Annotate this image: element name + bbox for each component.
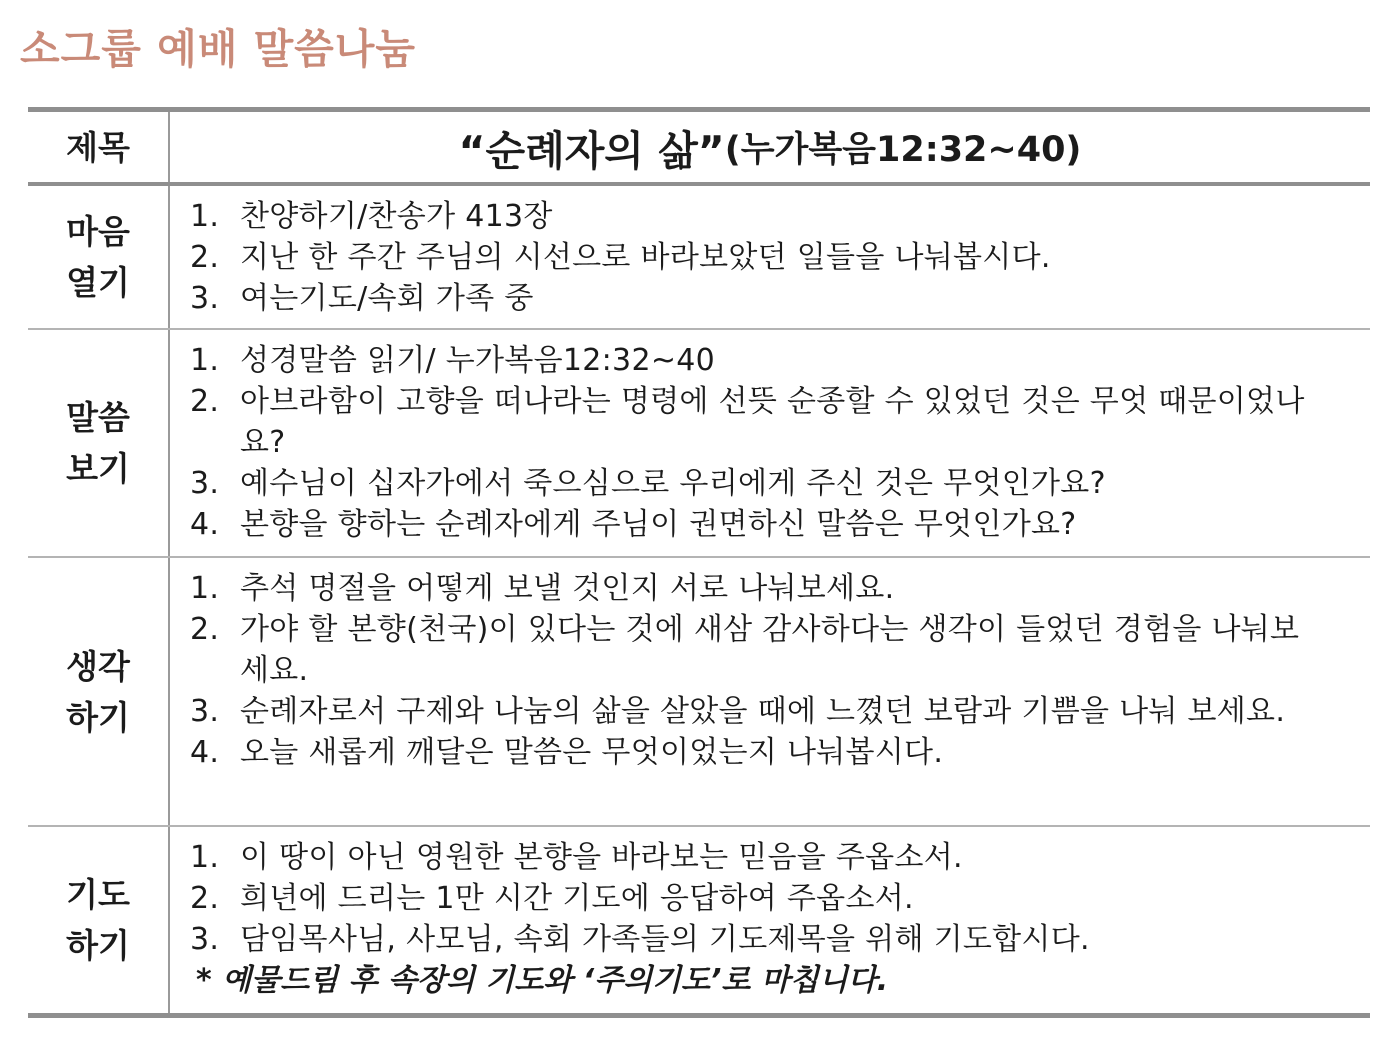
page-title: 소그룹 예배 말씀나눔 — [20, 25, 417, 73]
section-open-heart — [28, 186, 1370, 330]
section-items — [170, 330, 1370, 556]
item-number: 1. — [190, 571, 220, 606]
item-text: 여는기도/속회 가족 중 — [240, 281, 534, 316]
section-label: 기도 하기 — [28, 827, 170, 1013]
sermon-title-main: “순례자의 삶” — [458, 126, 725, 175]
item-text: 성경말씀 읽기/ 누가복음12:32~40 — [240, 343, 716, 378]
list-item — [190, 919, 1370, 960]
item-number: 3. — [190, 694, 220, 729]
item-text: 아브라함이 고향을 떠나라는 명령에 선뜻 순종할 수 있었던 것은 무엇 때문이었나요? — [240, 384, 1305, 460]
item-text: 오늘 새롭게 깨달은 말씀은 무엇이었는지 나눠봅시다. — [240, 735, 944, 770]
item-number: 2. — [190, 612, 220, 647]
item-number: 4. — [190, 735, 220, 770]
item-text: 추석 명절을 어떻게 보낼 것인지 서로 나눠보세요. — [240, 571, 895, 606]
section-label: 마음 열기 — [28, 186, 170, 328]
list-item — [190, 463, 1370, 504]
section-items — [170, 558, 1370, 825]
list-item — [190, 609, 1370, 691]
item-number: 1. — [190, 343, 220, 378]
list-item — [190, 837, 1370, 878]
list-item — [190, 504, 1370, 545]
item-number: 3. — [190, 466, 220, 501]
item-number: 3. — [190, 281, 220, 316]
list-item — [190, 381, 1370, 463]
item-number: 2. — [190, 240, 220, 275]
worship-table — [28, 107, 1370, 1018]
item-number: 1. — [190, 199, 220, 234]
header-label: 제목 — [28, 112, 170, 182]
section-label: 생각 하기 — [28, 558, 170, 825]
sermon-scripture-ref: (누가복음12:32~40) — [724, 130, 1082, 170]
list-item — [190, 196, 1370, 237]
list-item — [190, 878, 1370, 919]
section-items — [170, 827, 1370, 1013]
table-header-row — [28, 112, 1370, 186]
item-text: 예수님이 십자가에서 죽으심으로 우리에게 주신 것은 무엇인가요? — [240, 466, 1106, 501]
item-text: 이 땅이 아닌 영원한 본향을 바라보는 믿음을 주옵소서. — [240, 840, 963, 875]
list-item — [190, 568, 1370, 609]
item-text: 본향을 향하는 순례자에게 주님이 권면하신 말씀은 무엇인가요? — [240, 507, 1077, 542]
section-items — [170, 186, 1370, 328]
item-text: 희년에 드리는 1만 시간 기도에 응답하여 주옵소서. — [240, 881, 914, 916]
section-label: 말씀 보기 — [28, 330, 170, 556]
item-number: 2. — [190, 881, 220, 916]
sermon-title — [170, 112, 1370, 182]
list-item — [190, 732, 1370, 773]
item-text: 찬양하기/찬송가 413장 — [240, 199, 553, 234]
section-read-word — [28, 330, 1370, 558]
item-text: 가야 할 본향(천국)이 있다는 것에 새삼 감사하다는 생각이 들었던 경험을 나눠보세요. — [240, 612, 1300, 688]
item-number: 4. — [190, 507, 220, 542]
item-text: 순례자로서 구제와 나눔의 삶을 살았을 때에 느꼈던 보람과 기쁨을 나눠 보세요. — [240, 694, 1286, 729]
closing-note: * 예물드림 후 속장의 기도와 ‘주의기도’로 마칩니다. — [196, 963, 889, 998]
section-pray — [28, 827, 1370, 1013]
item-text: 담임목사님, 사모님, 속회 가족들의 기도제목을 위해 기도합시다. — [240, 922, 1090, 957]
list-item — [190, 278, 1370, 319]
list-item — [190, 691, 1370, 732]
item-number: 1. — [190, 840, 220, 875]
list-item — [190, 340, 1370, 381]
item-number: 2. — [190, 384, 220, 419]
item-text: 지난 한 주간 주님의 시선으로 바라보았던 일들을 나눠봅시다. — [240, 240, 1051, 275]
item-number: 3. — [190, 922, 220, 957]
list-item — [190, 237, 1370, 278]
section-reflect — [28, 558, 1370, 827]
